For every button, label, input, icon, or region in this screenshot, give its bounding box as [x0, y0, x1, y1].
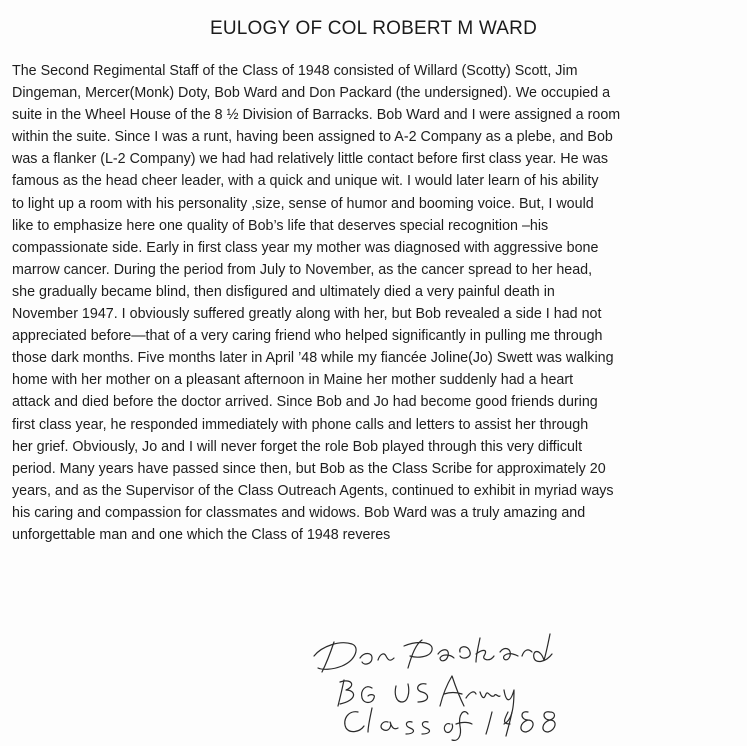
body-line: those dark months. Five months later in April ’48 while my fiancée Joline(Jo) Swett was walking: [12, 350, 614, 367]
body-line: within the suite. Since I was a runt, having been assigned to A-2 Company as a plebe, and Bob: [12, 129, 613, 146]
eulogy-body: [12, 60, 744, 546]
body-line: The Second Regimental Staff of the Class of 1948 consisted of Willard (Scotty) Scott, Jim: [12, 63, 578, 79]
body-line: first class year, he responded immediately with phone calls and letters to assist her through: [12, 416, 589, 433]
body-line: appreciated before—that of a very caring friend who helped significantly in pulling me through: [12, 328, 603, 345]
body-line: marrow cancer. During the period from July to November, as the cancer spread to her head,: [12, 261, 593, 278]
body-line: years, and as the Supervisor of the Class Outreach Agents, continued to exhibit in myriad ways: [12, 482, 614, 499]
body-line: like to emphasize here one quality of Bob’s life that deserves special recognition –his: [12, 217, 549, 234]
body-line: home with her mother on a pleasant afternoon in Maine her mother suddenly had a heart: [12, 372, 574, 389]
body-line: suite in the Wheel House of the 8 ½ Division of Barracks. Bob Ward and I were assigned a room: [12, 107, 621, 124]
body-line: she gradually became blind, then disfigured and ultimately died a very painful death in: [12, 283, 555, 300]
body-line: her grief. Obviously, Jo and I will never forget the role Bob played through this very difficult: [12, 438, 583, 455]
handwritten-signature: [300, 628, 580, 743]
body-line: famous as the head cheer leader, with a quick and unique wit. I would later learn of his ability: [12, 173, 599, 190]
body-line: was a flanker (L-2 Company) we had had relatively little contact before first class year. He was: [12, 151, 608, 168]
signature-drawing: [300, 628, 580, 743]
body-line: period. Many years have passed since then, but Bob as the Class Scribe for approximately 20: [12, 460, 606, 477]
body-line: Dingeman, Mercer(Monk) Doty, Bob Ward and Don Packard (the undersigned). We occupied a: [12, 85, 611, 102]
body-line: attack and died before the doctor arrived. Since Bob and Jo had become good friends during: [12, 394, 598, 411]
document-title: EULOGY OF COL ROBERT M WARD: [209, 18, 538, 39]
body-line: November 1947. I obviously suffered greatly along with her, but Bob revealed a side I had not: [12, 306, 602, 323]
body-line: compassionate side. Early in first class year my mother was diagnosed with aggressive bone: [12, 239, 599, 256]
body-line: to light up a room with his personality ,size, sense of humor and booming voice. But, I would: [12, 195, 594, 212]
body-line: unforgettable man and one which the Class of 1948 reveres: [12, 526, 391, 543]
body-line: his caring and compassion for classmates and widows. Bob Ward was a truly amazing and: [12, 504, 586, 521]
